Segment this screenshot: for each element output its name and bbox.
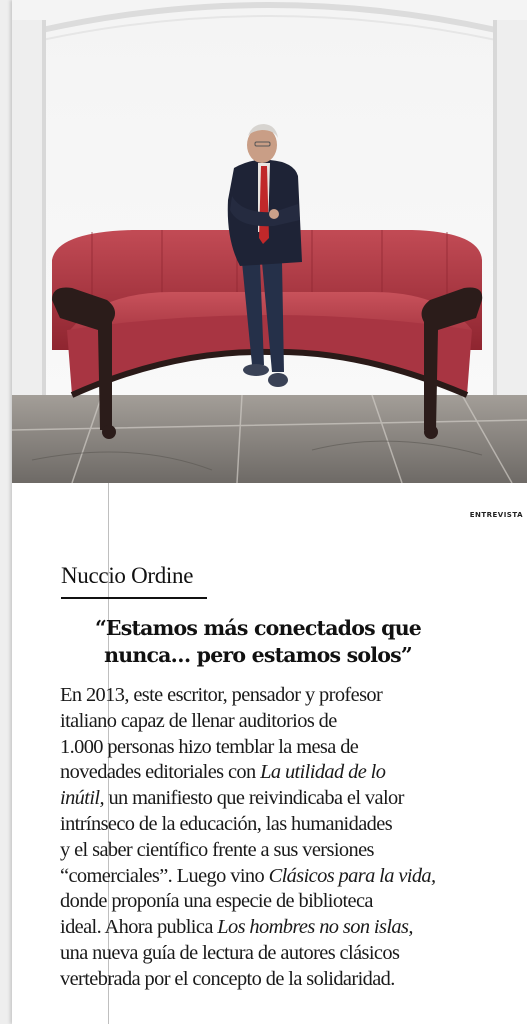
lead-text: italiano capaz de llenar auditorios de (60, 709, 337, 732)
book-title-text: Clásicos para la vida, (268, 864, 436, 887)
headline-line: nunca… pero estamos solos” (104, 643, 412, 667)
lead-text: donde proponía una especie de biblioteca (60, 890, 373, 913)
lead-line (60, 786, 480, 812)
lead-line (60, 915, 480, 941)
headline-line: “Estamos más conectados que (94, 616, 422, 640)
magazine-page (12, 0, 527, 1024)
lead-text: En 2013, este escritor, pensador y profesor (60, 684, 383, 706)
lead-line (60, 864, 480, 890)
lead-line (60, 812, 480, 838)
lead-line (60, 709, 480, 735)
lead-text: “comerciales”. Luego vino (60, 864, 269, 887)
lead-line (60, 838, 480, 864)
lead-line (60, 760, 480, 786)
lead-text: una nueva guía de lectura de autores clásicos (60, 941, 400, 964)
portrait-illustration (12, 0, 527, 483)
lead-line (60, 967, 480, 993)
section-label: ENTREVISTA (469, 511, 523, 519)
lead-line (60, 683, 480, 709)
headline (48, 615, 468, 669)
book-title-text: inútil, (60, 787, 104, 810)
lead-text: intrínseco de la educación, las humanidades (60, 812, 393, 835)
lead-text: un manifiesto que reivindicaba el valor (103, 787, 404, 810)
interview-photo (12, 0, 527, 483)
book-title-text: La utilidad de lo (260, 761, 386, 784)
lead-text: 1.000 personas hizo temblar la mesa de (60, 735, 359, 758)
lead-line (60, 735, 480, 761)
lead-text: y el saber científico frente a sus versiones (60, 838, 374, 861)
author-underline (61, 597, 207, 599)
lead-text: ideal. Ahora publica (60, 916, 218, 939)
author-name: Nuccio Ordine (61, 563, 194, 588)
lead-text: vertebrada por el concepto de la solidaridad. (60, 967, 395, 990)
lead-line (60, 889, 480, 915)
lead-paragraph (60, 683, 480, 993)
lead-line (60, 941, 480, 967)
book-title-text: Los hombres no son islas, (217, 916, 413, 939)
lead-text: novedades editoriales con (60, 761, 261, 784)
